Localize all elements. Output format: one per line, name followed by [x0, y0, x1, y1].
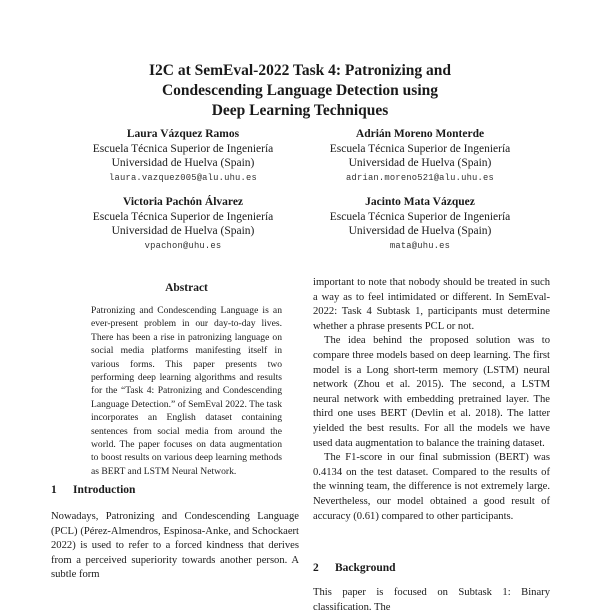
title-line: I2C at SemEval-2022 Task 4: Patronizing and: [148, 62, 451, 79]
author-name: Adrián Moreno Monterde: [355, 128, 485, 140]
author-block: [63, 127, 303, 185]
background-text: [313, 586, 550, 615]
author-email[interactable]: laura.vazquez005@alu.uhu.es: [109, 172, 257, 183]
author-name: Jacinto Mata Vázquez: [365, 196, 475, 208]
section-heading-background: [313, 562, 396, 574]
abstract-heading: Abstract: [165, 282, 208, 294]
author-block: [300, 195, 540, 253]
paragraph: This paper is focused on Subtask 1: Binary classification. The: [313, 587, 550, 613]
author-affiliation: Escuela Técnica Superior de Ingeniería: [92, 142, 274, 155]
section-title: Background: [335, 562, 396, 574]
author-block: [63, 195, 303, 253]
author-institution: Universidad de Huelva (Spain): [348, 225, 492, 237]
author-institution: Universidad de Huelva (Spain): [111, 225, 255, 237]
author-email[interactable]: mata@uhu.es: [389, 240, 451, 251]
paragraph: The idea behind the proposed solution was to compare three models based on deep learning. The first model is a Long short-term memory (LSTM) neural network (Zhou et al. 2015). The second, a LSTM neural network with embedding pretrained layer. The third one uses BERT (Devlin et al. 2018). The latter yielded the best results. For all the models we have used data augmentation to balance the training dataset.: [313, 335, 550, 449]
introduction-text-right: [313, 276, 550, 524]
section-number: 1: [51, 484, 57, 496]
abstract-text: Patronizing and Condescending Language is an ever-present problem in our day-to-day lives. There has been a rise in patronizing language on social media platforms manifesting itself in various forms. This paper presents two performing deep learning algorithms and results for the “Task 4: Patronizing and Condescending Language Detection.” of SemEval 2022. The task incorporates an English dataset containing sentences from social media from around the world. The paper focuses on data augmentation to boost results on various deep learning methods as BERT and LSTM Neural Network.: [91, 305, 282, 477]
author-block: [300, 127, 540, 185]
author-affiliation: Escuela Técnica Superior de Ingeniería: [329, 210, 511, 223]
title-line: Condescending Language Detection using: [161, 82, 439, 99]
author-email[interactable]: adrian.moreno521@alu.uhu.es: [346, 172, 494, 183]
author-institution: Universidad de Huelva (Spain): [348, 157, 492, 169]
author-affiliation: Escuela Técnica Superior de Ingeniería: [92, 210, 274, 223]
introduction-text-left: [51, 510, 299, 583]
paragraph: Nowadays, Patronizing and Condescending Language (PCL) (Pérez-Almendros, Espinosa-Anke, and Schockaert 2022) is used to refer to a forced kindness that derives from a perceived superiority towards another person. A subtle form: [51, 511, 299, 581]
paper-title: [0, 61, 600, 121]
author-email[interactable]: vpachon@uhu.es: [144, 240, 222, 251]
paragraph: The F1-score in our final submission (BERT) was 0.4134 on the test dataset. Compared to the results of the winning team, the difference is not extremely large. Nevertheless, our model obtained a good result of accuracy (0.61) compared to other participants.: [313, 452, 550, 522]
author-affiliation: Escuela Técnica Superior de Ingeniería: [329, 142, 511, 155]
author-name: Laura Vázquez Ramos: [126, 128, 240, 140]
section-number: 2: [313, 562, 319, 574]
section-heading-introduction: [51, 484, 135, 496]
title-line: Deep Learning Techniques: [211, 102, 389, 119]
author-name: Victoria Pachón Álvarez: [122, 196, 244, 208]
section-title: Introduction: [73, 484, 136, 496]
paragraph: important to note that nobody should be treated in such a way as to feel intimidated or different. In SemEval-2022: Task 4 Subtask 1, participants must determine whether a phrase presents PCL or not.: [313, 277, 550, 332]
author-institution: Universidad de Huelva (Spain): [111, 157, 255, 169]
